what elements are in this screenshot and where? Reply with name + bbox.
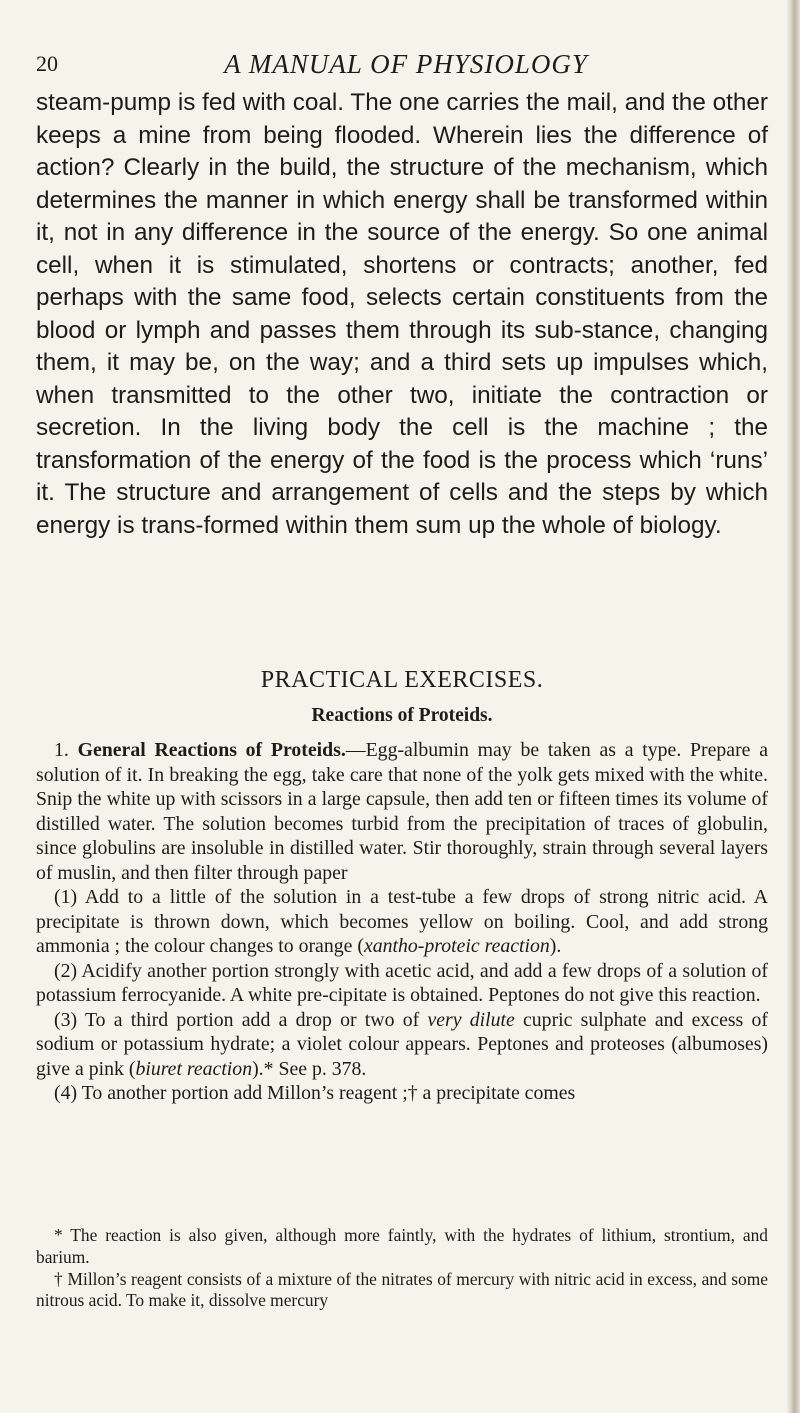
- step-3-text-a: (3) To a third portion add a drop or two of: [54, 1008, 428, 1031]
- intro-text: [36, 87, 768, 542]
- page-number: 20: [36, 51, 58, 76]
- subsection-title: Reactions of Proteids.: [311, 705, 493, 726]
- page-edge-shadow: [786, 0, 800, 1413]
- exercises-text: [36, 738, 768, 1106]
- step-1-italic: xantho-proteic reaction: [363, 935, 550, 957]
- section-title: PRACTICAL EXERCISES.: [260, 667, 544, 693]
- running-title: A MANUAL OF PHYSIOLOGY: [224, 49, 588, 79]
- footnotes: [36, 1225, 768, 1312]
- step-2-paragraph: (2) Acidify another portion strongly with acetic acid, and add a few drops of a solution of potassium ferrocyanide. A white pre-cipitate is obtained. Peptones do not give this reaction.: [36, 959, 768, 1006]
- step-3-text-b: cupric sulphate and excess of sodium or potassium hydrate; a violet colour appears. Peptones and proteoses (albumoses) give a pink (: [36, 1008, 768, 1080]
- step-1-tail: ).: [549, 935, 562, 957]
- exercise-1-paragraph: [36, 738, 768, 885]
- exercise-1-number: 1.: [54, 739, 69, 761]
- intro-paragraph: steam-pump is fed with coal. The one carries the mail, and the other keeps a mine from being flooded. Wherein lies the difference of action? Clearly in the build, the structure of the mechanism, which determines the manner in which energy shall be transformed within it, not in any difference in the source of the energy. So one animal cell, when it is stimulated, shortens or contracts; another, fed perhaps with the same food, selects certain constituents from the blood or lymph and passes them through its sub-stance, changing them, it may be, on the way; and a third sets up impulses which, when transmitted to the other two, initiate the contraction or secretion. In the living body the cell is the machine ; the transformation of the energy of the food is the process which ‘runs’ it. The structure and arrangement of cells and the steps by which energy is trans-formed within them sum up the whole of biology.: [36, 89, 768, 539]
- step-3-paragraph: [36, 1008, 768, 1082]
- step-3-italic-a: very dilute: [427, 1008, 515, 1031]
- step-4-paragraph: (4) To another portion add Millon’s reagent ;† a precipitate comes: [54, 1082, 576, 1104]
- footnote-1: * The reaction is also given, although more faintly, with the hydrates of lithium, strontium, and barium.: [36, 1225, 768, 1267]
- step-1-text: (1) Add to a little of the solution in a test-tube a few drops of strong nitric acid. A precipitate is thrown down, which becomes yellow on boiling. Cool, and add strong ammonia ; the colour changes to orange (: [36, 886, 768, 957]
- step-1-paragraph: [36, 885, 768, 959]
- step-3-text-c: ).* See p. 378.: [252, 1057, 367, 1080]
- step-3-italic-b: biuret reaction: [135, 1057, 253, 1080]
- page-header: [36, 49, 776, 85]
- footnote-2: † Millon’s reagent consists of a mixture of the nitrates of mercury with nitric acid in excess, and some nitrous acid. To make it, dissolve mercury: [36, 1268, 768, 1311]
- exercise-1-text: —Egg-albumin may be taken as a type. Prepare a solution of it. In breaking the egg, take care that none of the yolk gets mixed with the white. Snip the white up with scissors in a large capsule, then add ten or fifteen times its volume of distilled water. The solution becomes turbid from the precipitation of traces of globulin, since globulins are insoluble in distilled water. Stir thoroughly, strain through several layers of muslin, and then filter through paper: [36, 739, 768, 884]
- exercise-1-heading: General Reactions of Proteids.: [77, 739, 346, 761]
